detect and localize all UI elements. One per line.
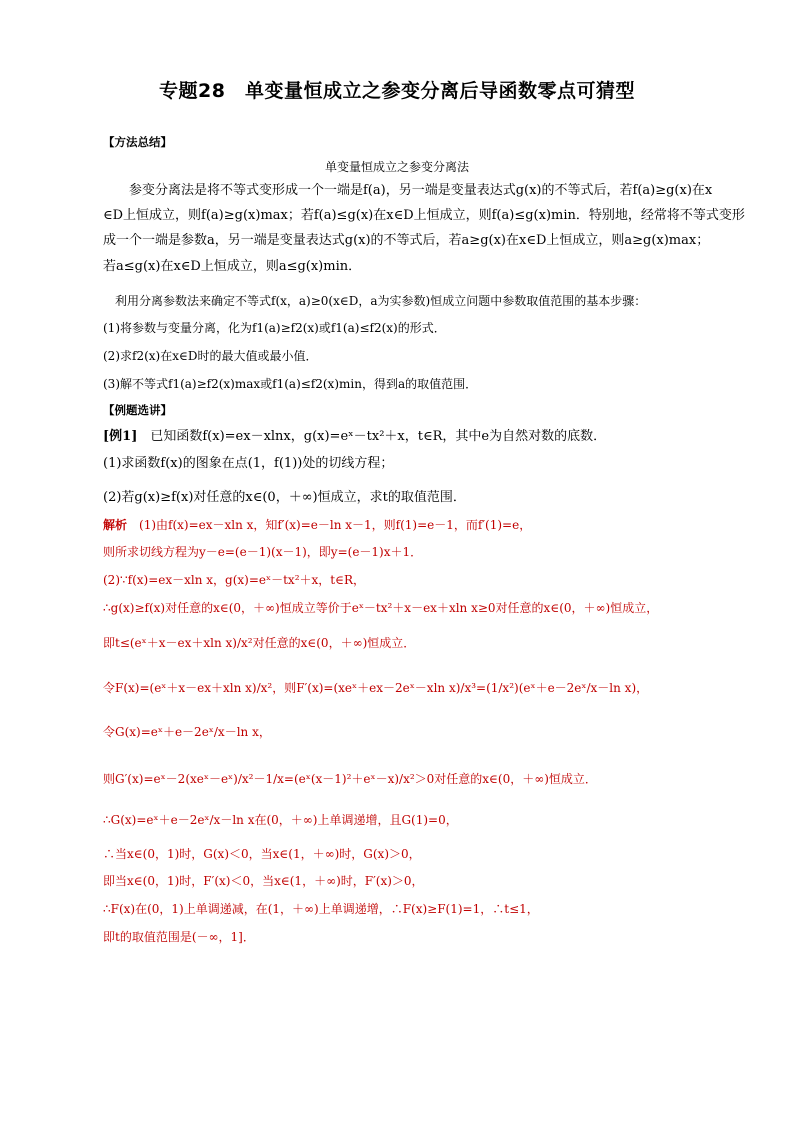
example-label: [例1] [103, 429, 138, 444]
solution-line: (2)∵f(x)=ex－xln x，g(x)=eˣ－tx²＋x，t∈R， [103, 573, 366, 587]
method-paragraph-line: 成一个一端是参数a，另一端是变量表达式g(x)的不等式后，若a≥g(x)在x∈D上恒成立，则a≥g(x)max； [103, 233, 710, 248]
example-stem [103, 429, 606, 445]
example-question-1: (1)求函数f(x)的图象在点(1，f(1))处的切线方程； [103, 456, 394, 471]
solution-line: 即当x∈(0，1)时，F′(x)＜0，当x∈(1，＋∞)时，F′(x)＞0， [103, 874, 424, 888]
page-title: 专题28 单变量恒成立之参变分离后导函数零点可猜型 [159, 80, 635, 102]
example-question-2: (2)若g(x)≥f(x)对任意的x∈(0，＋∞)恒成立，求t的取值范围． [103, 490, 466, 505]
solution-line: 则G′(x)=eˣ－2(xeˣ－eˣ)/x²－1/x=(eˣ(x－1)²＋eˣ－x)/x²＞0对任意的x∈(0，＋∞)恒成立． [103, 772, 597, 786]
solution-line: 令G(x)=eˣ＋e－2eˣ/x－ln x， [103, 725, 271, 739]
method-step: (2)求f2(x)在x∈D时的最大值或最小值． [103, 349, 318, 363]
method-paragraph-line: 参变分离法是将不等式变形成一个一端是f(a)，另一端是变量表达式g(x)的不等式后，若f(a)≥g(x)在x [103, 183, 713, 198]
solution-line: 则所求切线方程为y－e=(e－1)(x－1)，即y=(e－1)x＋1． [103, 545, 423, 559]
solution-line: ∴F(x)在(0，1)上单调递减，在(1，＋∞)上单调递增，∴F(x)≥F(1)=1，∴t≤1， [103, 902, 539, 916]
solution-line: ∴G(x)=eˣ＋e－2eˣ/x－ln x在(0，＋∞)上单调递增，且G(1)=0， [103, 813, 458, 827]
method-subheading: 单变量恒成立之参变分离法 [324, 160, 469, 174]
method-heading: 【方法总结】 [103, 135, 172, 149]
method-paragraph-line: 若a≤g(x)在x∈D上恒成立，则a≤g(x)min． [103, 259, 362, 274]
method-step: (1)将参数与变量分离，化为f1(a)≥f2(x)或f1(a)≤f2(x)的形式． [103, 321, 446, 335]
method-paragraph-line: ∈D上恒成立，则f(a)≥g(x)max；若f(a)≤g(x)在x∈D上恒成立，则f(a)≤g(x)min．特别地，经常将不等式变形 [103, 208, 745, 223]
example-heading: 【例题选讲】 [103, 403, 172, 417]
solution-line: ∴当x∈(0，1)时，G(x)＜0，当x∈(1，＋∞)时，G(x)＞0， [103, 847, 421, 861]
solution-line: 即t的取值范围是(－∞，1]． [103, 930, 255, 944]
solution-line: 令F(x)=(eˣ＋x－ex＋xln x)/x²，则F′(x)=(xeˣ＋ex－2eˣ－xln x)/x³=(1/x²)(eˣ＋e－2eˣ/x－ln x)， [103, 681, 649, 695]
solution-line: ∴g(x)≥f(x)对任意的x∈(0，＋∞)恒成立等价于eˣ－tx²＋x－ex＋xln x≥0对任意的x∈(0，＋∞)恒成立， [103, 601, 659, 615]
solution-label: 解析 [103, 518, 128, 532]
solution-line: 解析 (1)由f(x)=ex－xln x，知f′(x)=e－ln x－1，则f(1)=e－1，而f′(1)=e， [103, 518, 532, 532]
method-step: (3)解不等式f1(a)≥f2(x)max或f1(a)≤f2(x)min，得到a的取值范围． [103, 377, 478, 391]
solution-line: 即t≤(eˣ＋x－ex＋xln x)/x²对任意的x∈(0，＋∞)恒成立． [103, 636, 416, 650]
method-steps-intro: 利用分离参数法来确定不等式f(x，a)≥0(x∈D，a为实参数)恒成立问题中参数取值范围的基本步骤： [103, 294, 647, 308]
example-stem-text: 已知函数f(x)=ex－xlnx，g(x)=eˣ－tx²＋x，t∈R，其中e为自然对数的底数． [137, 429, 607, 444]
